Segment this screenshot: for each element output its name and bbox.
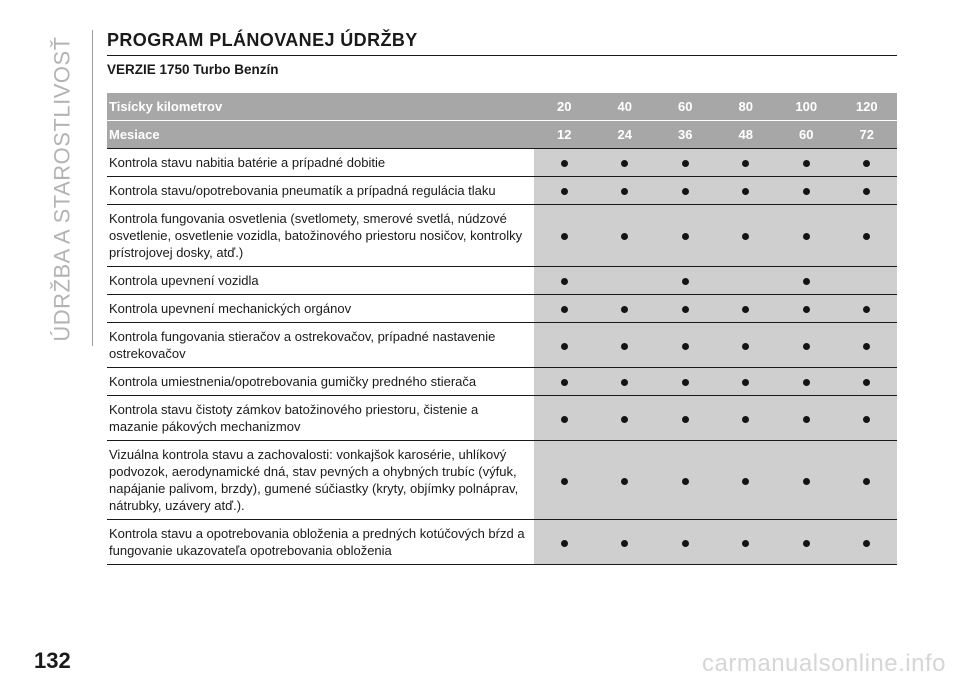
scheduled-bullet-icon xyxy=(803,160,810,167)
scheduled-bullet-icon xyxy=(682,233,689,240)
scheduled-bullet-icon xyxy=(561,278,568,285)
months-header-cell: 24 xyxy=(595,121,656,149)
task-description: Kontrola upevnení vozidla xyxy=(107,267,534,295)
scheduled-bullet-icon xyxy=(742,160,749,167)
interval-cell xyxy=(655,323,716,368)
interval-cell xyxy=(655,177,716,205)
schedule-row xyxy=(107,177,897,205)
interval-cell xyxy=(776,295,837,323)
scheduled-bullet-icon xyxy=(561,233,568,240)
page-subtitle: VERZIE 1750 Turbo Benzín xyxy=(107,62,279,77)
scheduled-bullet-icon xyxy=(682,478,689,485)
interval-cell xyxy=(716,441,777,520)
interval-cell xyxy=(776,441,837,520)
scheduled-bullet-icon xyxy=(803,233,810,240)
interval-cell xyxy=(837,267,898,295)
interval-cell xyxy=(655,441,716,520)
schedule-body xyxy=(107,149,897,565)
interval-cell xyxy=(837,295,898,323)
chapter-side-title xyxy=(40,24,86,354)
schedule-row xyxy=(107,295,897,323)
scheduled-bullet-icon xyxy=(863,540,870,547)
task-description: Vizuálna kontrola stavu a zachovalosti: vonkajšok karosérie, uhlíkový podvozok, aerodynamické dná, stav pevných a ohybných trubíc (výfuk, napájanie palivom, brzdy), gumené súčiastky (kryty, objímky polnáprav, nátrubky, uzávery atď.). xyxy=(107,441,534,520)
km-header-cell: 60 xyxy=(655,93,716,121)
interval-cell xyxy=(595,368,656,396)
interval-cell xyxy=(595,149,656,177)
scheduled-bullet-icon xyxy=(621,416,628,423)
interval-cell xyxy=(716,520,777,565)
scheduled-bullet-icon xyxy=(621,233,628,240)
schedule-row xyxy=(107,205,897,267)
scheduled-bullet-icon xyxy=(561,160,568,167)
task-description: Kontrola umiestnenia/opotrebovania gumičky predného stierača xyxy=(107,368,534,396)
schedule-row xyxy=(107,396,897,441)
interval-cell xyxy=(655,368,716,396)
page-title: PROGRAM PLÁNOVANEJ ÚDRŽBY xyxy=(107,30,897,56)
interval-cell xyxy=(595,520,656,565)
interval-cell xyxy=(534,149,595,177)
chapter-divider xyxy=(92,30,93,346)
task-description: Kontrola stavu/opotrebovania pneumatík a prípadná regulácia tlaku xyxy=(107,177,534,205)
schedule-row xyxy=(107,441,897,520)
task-description: Kontrola stavu nabitia batérie a prípadné dobitie xyxy=(107,149,534,177)
scheduled-bullet-icon xyxy=(621,306,628,313)
scheduled-bullet-icon xyxy=(682,540,689,547)
km-header-row xyxy=(107,93,897,121)
interval-cell xyxy=(716,323,777,368)
scheduled-bullet-icon xyxy=(803,540,810,547)
scheduled-bullet-icon xyxy=(863,233,870,240)
interval-cell xyxy=(776,177,837,205)
interval-cell xyxy=(534,295,595,323)
months-header-cell: 12 xyxy=(534,121,595,149)
schedule-row xyxy=(107,520,897,565)
scheduled-bullet-icon xyxy=(863,343,870,350)
task-description: Kontrola stavu a opotrebovania obloženia a predných kotúčových bŕzd a fungovanie ukazovateľa opotrebovania obloženia xyxy=(107,520,534,565)
schedule-row xyxy=(107,267,897,295)
km-header-cell: 40 xyxy=(595,93,656,121)
interval-cell xyxy=(776,323,837,368)
interval-cell xyxy=(595,205,656,267)
interval-cell xyxy=(595,267,656,295)
page-number: 132 xyxy=(34,648,71,673)
scheduled-bullet-icon xyxy=(621,343,628,350)
interval-cell xyxy=(655,295,716,323)
scheduled-bullet-icon xyxy=(682,343,689,350)
scheduled-bullet-icon xyxy=(621,478,628,485)
page-header xyxy=(107,30,897,77)
scheduled-bullet-icon xyxy=(742,379,749,386)
interval-cell xyxy=(837,520,898,565)
interval-cell xyxy=(837,396,898,441)
scheduled-bullet-icon xyxy=(803,343,810,350)
scheduled-bullet-icon xyxy=(742,233,749,240)
interval-cell xyxy=(837,205,898,267)
km-header-cell: 100 xyxy=(776,93,837,121)
task-description: Kontrola stavu čistoty zámkov batožinového priestoru, čistenie a mazanie pákových mechanizmov xyxy=(107,396,534,441)
interval-cell xyxy=(716,267,777,295)
scheduled-bullet-icon xyxy=(742,306,749,313)
interval-cell xyxy=(837,368,898,396)
scheduled-bullet-icon xyxy=(561,306,568,313)
schedule-row xyxy=(107,323,897,368)
interval-cell xyxy=(776,205,837,267)
scheduled-bullet-icon xyxy=(863,478,870,485)
scheduled-bullet-icon xyxy=(682,278,689,285)
task-description: Kontrola upevnení mechanických orgánov xyxy=(107,295,534,323)
scheduled-bullet-icon xyxy=(621,379,628,386)
interval-cell xyxy=(776,267,837,295)
interval-cell xyxy=(716,368,777,396)
interval-cell xyxy=(716,396,777,441)
interval-cell xyxy=(776,149,837,177)
task-description: Kontrola fungovania osvetlenia (svetlomety, smerové svetlá, núdzové osvetlenie, osvetlenie vozidla, batožinového priestoru nosičov, kontrolky prístrojovej dosky, atď.) xyxy=(107,205,534,267)
interval-cell xyxy=(595,396,656,441)
interval-cell xyxy=(534,323,595,368)
scheduled-bullet-icon xyxy=(742,416,749,423)
scheduled-bullet-icon xyxy=(621,160,628,167)
scheduled-bullet-icon xyxy=(621,188,628,195)
scheduled-bullet-icon xyxy=(863,416,870,423)
scheduled-bullet-icon xyxy=(863,188,870,195)
interval-cell xyxy=(595,323,656,368)
scheduled-bullet-icon xyxy=(863,379,870,386)
interval-cell xyxy=(534,205,595,267)
maintenance-schedule-table xyxy=(107,93,897,565)
scheduled-bullet-icon xyxy=(742,343,749,350)
interval-cell xyxy=(776,520,837,565)
scheduled-bullet-icon xyxy=(561,540,568,547)
interval-cell xyxy=(837,441,898,520)
interval-cell xyxy=(837,149,898,177)
months-header-cell: 60 xyxy=(776,121,837,149)
schedule-row xyxy=(107,368,897,396)
scheduled-bullet-icon xyxy=(682,188,689,195)
interval-cell xyxy=(595,441,656,520)
interval-cell xyxy=(534,267,595,295)
chapter-title-text: ÚDRŽBA A STAROSTLIVOSŤ xyxy=(50,36,75,342)
interval-cell xyxy=(716,149,777,177)
scheduled-bullet-icon xyxy=(803,278,810,285)
interval-cell xyxy=(776,368,837,396)
scheduled-bullet-icon xyxy=(682,160,689,167)
interval-cell xyxy=(716,295,777,323)
scheduled-bullet-icon xyxy=(561,343,568,350)
scheduled-bullet-icon xyxy=(803,478,810,485)
scheduled-bullet-icon xyxy=(682,306,689,313)
scheduled-bullet-icon xyxy=(863,306,870,313)
scheduled-bullet-icon xyxy=(561,188,568,195)
km-header-label: Tisícky kilometrov xyxy=(107,93,534,121)
interval-cell xyxy=(655,205,716,267)
scheduled-bullet-icon xyxy=(803,416,810,423)
interval-cell xyxy=(595,177,656,205)
scheduled-bullet-icon xyxy=(561,478,568,485)
interval-cell xyxy=(534,177,595,205)
scheduled-bullet-icon xyxy=(621,540,628,547)
interval-cell xyxy=(716,177,777,205)
interval-cell xyxy=(776,396,837,441)
months-header-label: Mesiace xyxy=(107,121,534,149)
interval-cell xyxy=(655,520,716,565)
km-header-cell: 120 xyxy=(837,93,898,121)
scheduled-bullet-icon xyxy=(863,160,870,167)
watermark: carmanualsonline.info xyxy=(702,650,946,677)
scheduled-bullet-icon xyxy=(803,188,810,195)
scheduled-bullet-icon xyxy=(803,306,810,313)
schedule-row xyxy=(107,149,897,177)
interval-cell xyxy=(534,396,595,441)
months-header-row xyxy=(107,121,897,149)
months-header-cell: 72 xyxy=(837,121,898,149)
interval-cell xyxy=(595,295,656,323)
scheduled-bullet-icon xyxy=(682,416,689,423)
interval-cell xyxy=(655,396,716,441)
interval-cell xyxy=(837,323,898,368)
scheduled-bullet-icon xyxy=(682,379,689,386)
months-header-cell: 48 xyxy=(716,121,777,149)
interval-cell xyxy=(534,520,595,565)
scheduled-bullet-icon xyxy=(742,478,749,485)
months-header-cell: 36 xyxy=(655,121,716,149)
interval-cell xyxy=(534,368,595,396)
interval-cell xyxy=(655,149,716,177)
task-description: Kontrola fungovania stieračov a ostrekovačov, prípadné nastavenie ostrekovačov xyxy=(107,323,534,368)
interval-cell xyxy=(534,441,595,520)
scheduled-bullet-icon xyxy=(561,416,568,423)
scheduled-bullet-icon xyxy=(561,379,568,386)
interval-cell xyxy=(716,205,777,267)
scheduled-bullet-icon xyxy=(742,188,749,195)
interval-cell xyxy=(837,177,898,205)
scheduled-bullet-icon xyxy=(742,540,749,547)
km-header-cell: 80 xyxy=(716,93,777,121)
scheduled-bullet-icon xyxy=(803,379,810,386)
km-header-cell: 20 xyxy=(534,93,595,121)
interval-cell xyxy=(655,267,716,295)
